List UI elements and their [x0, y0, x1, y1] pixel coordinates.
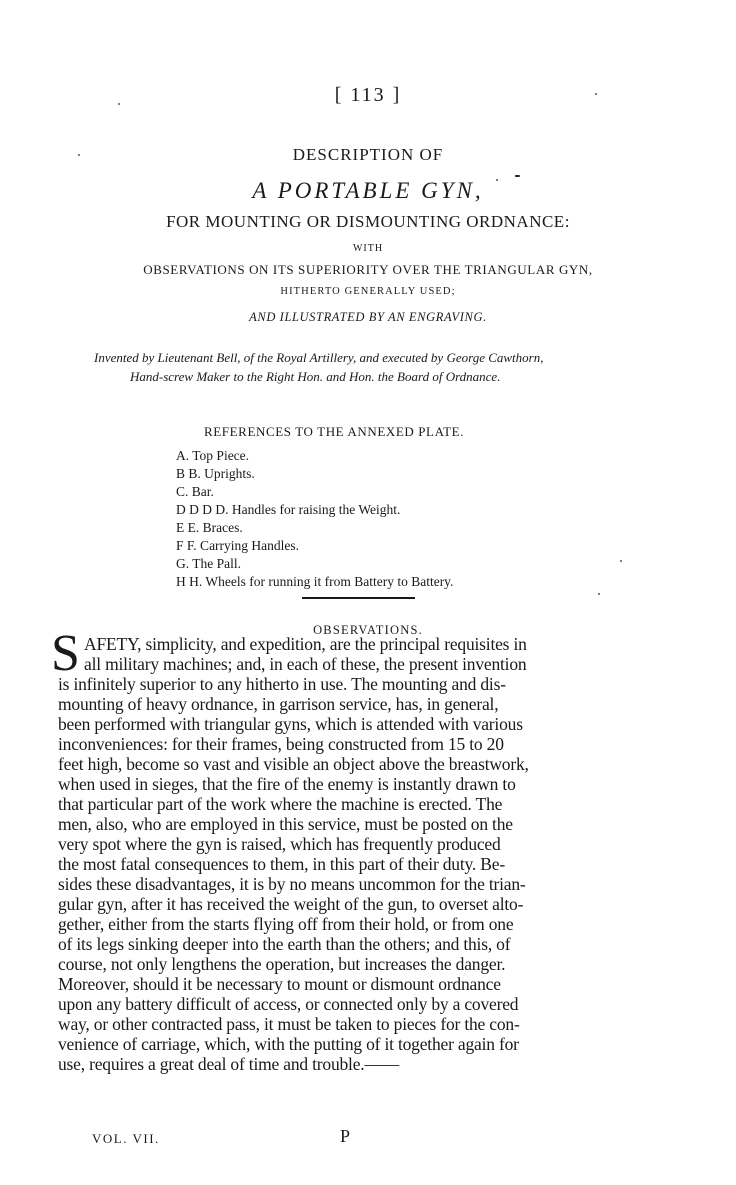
drop-cap: S: [51, 625, 80, 682]
body-line: the most fatal consequences to them, in this part of their duty. Be-: [58, 854, 505, 874]
scan-speck: [118, 103, 120, 105]
body-line: AFETY, simplicity, and expedition, are the principal requisites in: [84, 634, 527, 654]
body-line: way, or other contracted pass, it must be taken to pieces for the con-: [58, 1014, 520, 1034]
scan-speck: [515, 175, 520, 177]
section-divider: [302, 597, 415, 599]
reference-item: C. Bar.: [176, 484, 214, 499]
title-illustrated-line: AND ILLUSTRATED BY AN ENGRAVING.: [249, 310, 487, 324]
body-line: that particular part of the work where the machine is erected. The: [58, 794, 503, 814]
reference-item: F F. Carrying Handles.: [176, 538, 300, 553]
body-line: when used in sieges, that the fire of the enemy is instantly drawn to: [58, 774, 516, 794]
scan-speck: [78, 154, 80, 156]
body-line: mounting of heavy ordnance, in garrison service, has, in general,: [58, 694, 499, 714]
body-line: inconveniences: for their frames, being constructed from 15 to 20: [58, 734, 504, 754]
body-line: very spot where the gyn is raised, which has frequently produced: [58, 834, 501, 854]
signature-mark: P: [340, 1126, 351, 1146]
body-line: upon any battery difficult of access, or connected only by a covered: [58, 994, 519, 1014]
scan-speck: [620, 560, 622, 562]
body-line: all military machines; and, in each of these, the present invention: [84, 654, 527, 674]
body-line: been performed with triangular gyns, which is attended with various: [58, 714, 523, 734]
reference-item: G. The Pall.: [176, 556, 241, 571]
body-line: gular gyn, after it has received the weight of the gun, to overset alto-: [58, 894, 524, 914]
credit-line-1: Invented by Lieutenant Bell, of the Royal Artillery, and executed by George Cawthorn,: [94, 350, 544, 365]
subtitle: FOR MOUNTING OR DISMOUNTING ORDNANCE:: [166, 212, 570, 231]
title-observations-line: OBSERVATIONS ON ITS SUPERIORITY OVER THE TRIANGULAR GYN,: [143, 262, 593, 277]
scan-speck: [496, 179, 498, 181]
body-line: sides these disadvantages, it is by no means uncommon for the trian-: [58, 874, 526, 894]
credit-line-2: Hand-screw Maker to the Right Hon. and Hon. the Board of Ordnance.: [130, 369, 501, 384]
scan-speck: [598, 593, 600, 595]
reference-item: A. Top Piece.: [176, 448, 250, 463]
body-line: of its legs sinking deeper into the earth than the others; and this, of: [58, 934, 511, 954]
body-line: use, requires a great deal of time and trouble.——: [58, 1054, 400, 1074]
reference-item: H H. Wheels for running it from Battery to Battery.: [176, 574, 454, 589]
observations-heading: OBSERVATIONS.: [313, 623, 423, 637]
reference-item: D D D D. Handles for raising the Weight.: [176, 502, 401, 517]
main-title: A PORTABLE GYN,: [252, 178, 484, 203]
reference-item: E E. Braces.: [176, 520, 243, 535]
body-line: gether, either from the starts flying off from their hold, or from one: [58, 914, 514, 934]
references-heading: REFERENCES TO THE ANNEXED PLATE.: [204, 424, 465, 439]
title-hitherto-line: HITHERTO GENERALLY USED;: [280, 286, 456, 297]
title-with: WITH: [352, 243, 384, 254]
body-line: men, also, who are employed in this service, must be posted on the: [58, 814, 513, 834]
body-line: feet high, become so vast and visible an object above the breastwork,: [58, 754, 529, 774]
body-line: Moreover, should it be necessary to mount or dismount ordnance: [58, 974, 501, 994]
body-line: course, not only lengthens the operation, but increases the danger.: [58, 954, 506, 974]
volume-label: VOL. VII.: [92, 1131, 160, 1146]
title-description-of: DESCRIPTION OF: [292, 145, 444, 164]
body-line: is infinitely superior to any hitherto in use. The mounting and dis-: [58, 674, 506, 694]
reference-item: B B. Uprights.: [176, 466, 255, 481]
scan-speck: [595, 93, 597, 95]
page-number: [ 113 ]: [334, 84, 402, 106]
body-line: venience of carriage, which, with the putting of it together again for: [58, 1034, 519, 1054]
